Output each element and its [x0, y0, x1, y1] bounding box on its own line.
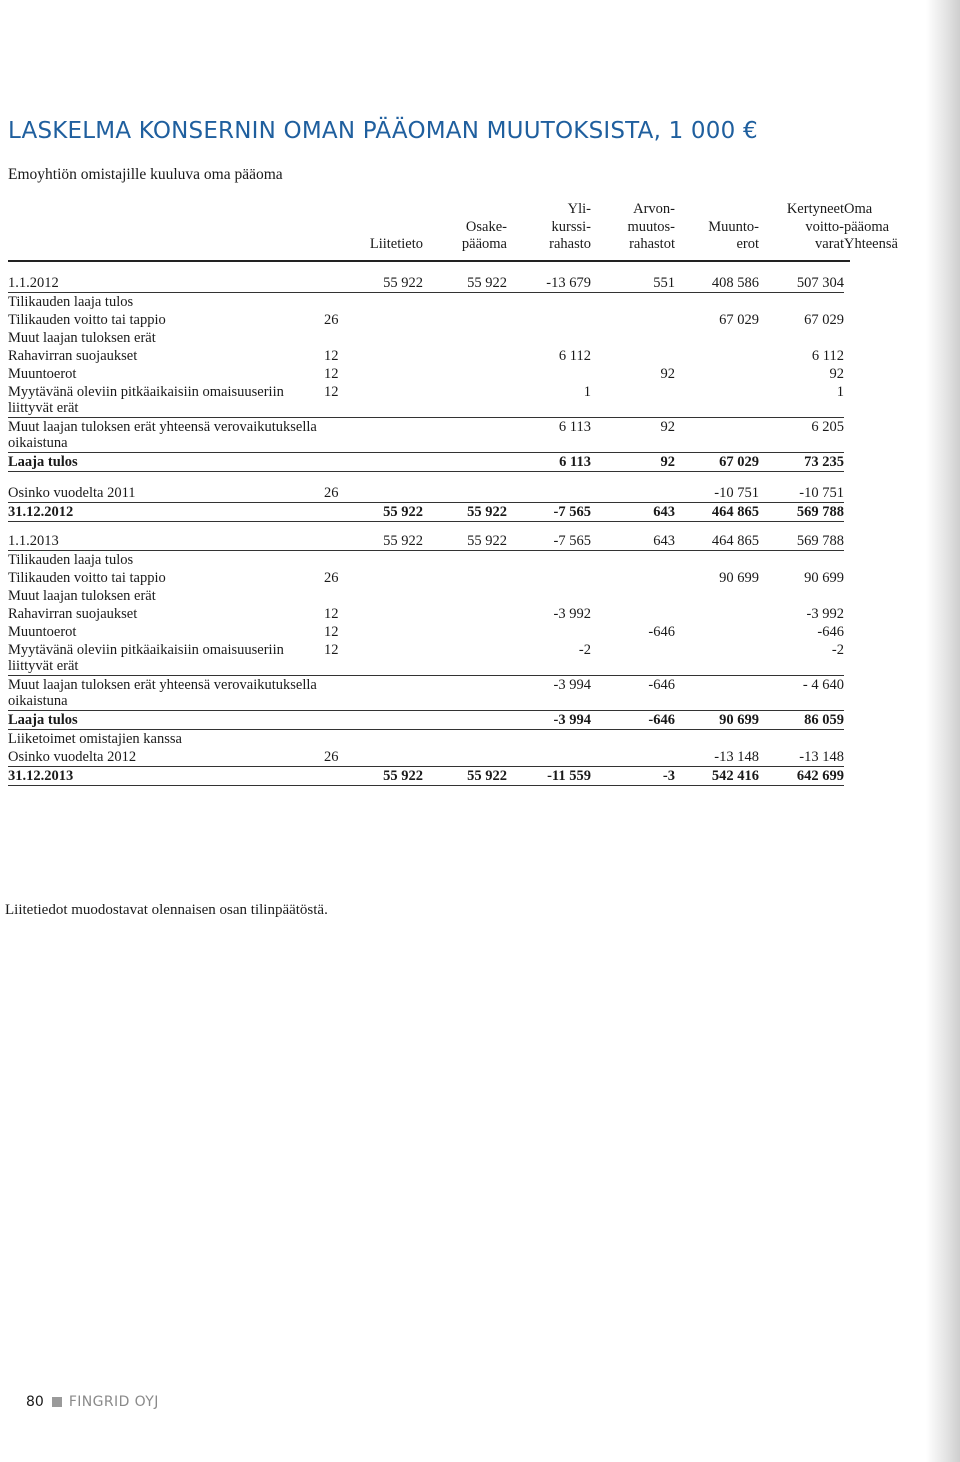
page-edge-shadow — [926, 0, 960, 1462]
table-row — [8, 710, 850, 729]
cell-arvonmuutosrahastot — [507, 550, 591, 569]
row-label: Muut laajan tuloksen erät yhteensä verovaikutuksella oikaistuna — [8, 417, 324, 452]
cell-kertyneet-voittovarat: 90 699 — [719, 569, 759, 586]
cell-arvonmuutosrahastot: -3 994 — [507, 710, 591, 729]
cell-ylikurssirahasto — [423, 675, 507, 710]
cell-oma-paaoma-yhteensa: 569 788 — [759, 502, 844, 521]
cell-muuntoerot — [591, 311, 675, 329]
table-row — [8, 532, 850, 551]
row-label: Laaja tulos — [8, 710, 324, 729]
cell-kertyneet-voittovarat — [675, 605, 759, 623]
cell-arvonmuutosrahastot — [507, 623, 591, 641]
table-row — [8, 311, 850, 329]
table-header-row — [8, 200, 850, 261]
cell-osakepaaoma — [360, 550, 423, 569]
cell-kertyneet-voittovarat — [675, 365, 759, 383]
cell-osakepaaoma — [360, 417, 423, 452]
cell-liitetieto — [324, 550, 360, 569]
cell-muuntoerot: 643 — [591, 532, 675, 551]
table-row — [8, 748, 850, 767]
cell-liitetieto: 26 — [324, 569, 339, 586]
cell-oma-paaoma-yhteensa — [759, 550, 844, 569]
cell-kertyneet-voittovarat — [675, 623, 759, 641]
cell-osakepaaoma — [360, 748, 423, 767]
cell-osakepaaoma — [360, 383, 423, 418]
cell-arvonmuutosrahastot: -3 992 — [553, 605, 591, 622]
cell-ylikurssirahasto — [423, 383, 507, 418]
cell-kertyneet-voittovarat: -10 751 — [675, 484, 759, 503]
row-label: 31.12.2013 — [8, 766, 324, 785]
cell-arvonmuutosrahastot — [507, 292, 591, 311]
cell-ylikurssirahasto: 55 922 — [423, 274, 507, 293]
cell-liitetieto — [324, 502, 360, 521]
cell-muuntoerot: 551 — [591, 274, 675, 293]
cell-muuntoerot — [591, 569, 675, 587]
equity-changes-table — [8, 200, 898, 786]
footer-square-icon — [52, 1397, 62, 1407]
cell-oma-paaoma-yhteensa: 67 029 — [804, 311, 844, 328]
spacer-row — [8, 471, 850, 484]
cell-arvonmuutosrahastot — [507, 569, 591, 587]
cell-osakepaaoma — [360, 329, 423, 347]
row-label: Tilikauden laaja tulos — [8, 293, 134, 310]
cell-ylikurssirahasto — [423, 587, 507, 605]
cell-osakepaaoma — [360, 605, 423, 623]
header-ylikurssirahasto: Yli- kurssi- rahasto — [507, 200, 591, 261]
cell-osakepaaoma — [360, 729, 423, 748]
cell-osakepaaoma: 55 922 — [360, 274, 423, 293]
cell-oma-paaoma-yhteensa: 86 059 — [759, 710, 844, 729]
cell-osakepaaoma — [360, 347, 423, 365]
cell-ylikurssirahasto — [423, 417, 507, 452]
cell-liitetieto: 12 — [324, 623, 339, 640]
cell-arvonmuutosrahastot: -7 565 — [507, 502, 591, 521]
cell-oma-paaoma-yhteensa: -10 751 — [759, 484, 844, 503]
table-row — [8, 623, 850, 641]
cell-arvonmuutosrahastot — [507, 365, 591, 383]
cell-ylikurssirahasto — [423, 365, 507, 383]
cell-muuntoerot — [591, 587, 675, 605]
cell-liitetieto: 26 — [324, 748, 360, 767]
cell-kertyneet-voittovarat — [675, 641, 759, 676]
cell-ylikurssirahasto — [423, 748, 507, 767]
cell-kertyneet-voittovarat: 408 586 — [675, 274, 759, 293]
table-row — [8, 550, 850, 569]
cell-muuntoerot — [591, 383, 675, 418]
cell-ylikurssirahasto — [423, 641, 507, 676]
table-row — [8, 641, 850, 676]
cell-kertyneet-voittovarat: 464 865 — [675, 532, 759, 551]
cell-arvonmuutosrahastot: -2 — [507, 641, 591, 676]
row-label: Liiketoimet omistajien kanssa — [8, 730, 182, 747]
row-label: Muuntoerot — [8, 623, 77, 640]
row-label: Tilikauden voitto tai tappio — [8, 569, 166, 586]
row-label: Rahavirran suojaukset — [8, 605, 138, 622]
table-row — [8, 417, 850, 452]
cell-arvonmuutosrahastot: 6 113 — [507, 417, 591, 452]
cell-ylikurssirahasto — [423, 484, 507, 503]
cell-osakepaaoma — [360, 569, 423, 587]
cell-ylikurssirahasto — [423, 347, 507, 365]
cell-arvonmuutosrahastot: 6 113 — [507, 452, 591, 471]
cell-muuntoerot — [591, 748, 675, 767]
cell-oma-paaoma-yhteensa: -13 148 — [759, 748, 844, 767]
row-label: 1.1.2012 — [8, 274, 324, 293]
cell-kertyneet-voittovarat: 464 865 — [675, 502, 759, 521]
cell-liitetieto — [324, 329, 360, 347]
row-label: Muut laajan tuloksen erät yhteensä verovaikutuksella oikaistuna — [8, 675, 324, 710]
cell-osakepaaoma — [360, 292, 423, 311]
spacer-row — [8, 261, 850, 274]
cell-oma-paaoma-yhteensa: 6 112 — [811, 347, 844, 364]
table-row — [8, 452, 850, 471]
cell-kertyneet-voittovarat: -13 148 — [675, 748, 759, 767]
cell-liitetieto — [324, 766, 360, 785]
table-row — [8, 729, 850, 748]
row-label: Muuntoerot — [8, 365, 77, 382]
cell-arvonmuutosrahastot — [507, 329, 591, 347]
cell-oma-paaoma-yhteensa: 507 304 — [759, 274, 844, 293]
cell-muuntoerot — [591, 550, 675, 569]
row-label: Tilikauden voitto tai tappio — [8, 311, 166, 328]
cell-oma-paaoma-yhteensa: 6 205 — [759, 417, 844, 452]
row-label: Tilikauden laaja tulos — [8, 551, 134, 568]
cell-ylikurssirahasto — [423, 710, 507, 729]
cell-liitetieto: 12 — [324, 347, 339, 364]
cell-arvonmuutosrahastot: 6 112 — [558, 347, 591, 364]
cell-kertyneet-voittovarat — [675, 417, 759, 452]
header-liitetieto: Liitetieto — [324, 200, 423, 261]
cell-liitetieto — [324, 675, 360, 710]
table-row — [8, 292, 850, 311]
page-title: LASKELMA KONSERNIN OMAN PÄÄOMAN MUUTOKSISTA, 1 000 € — [8, 118, 758, 144]
table-row — [8, 502, 850, 521]
cell-osakepaaoma — [360, 365, 423, 383]
cell-ylikurssirahasto: 55 922 — [423, 766, 507, 785]
header-kertyneet-voittovarat: Kertyneet voitto- varat — [759, 200, 844, 261]
cell-liitetieto: 12 — [324, 641, 360, 676]
cell-osakepaaoma — [360, 641, 423, 676]
cell-oma-paaoma-yhteensa: -646 — [817, 623, 844, 640]
table-row — [8, 605, 850, 623]
cell-ylikurssirahasto — [423, 605, 507, 623]
cell-liitetieto — [324, 729, 360, 748]
cell-liitetieto — [324, 274, 360, 293]
cell-ylikurssirahasto — [423, 569, 507, 587]
cell-kertyneet-voittovarat: 67 029 — [719, 311, 759, 328]
cell-liitetieto — [324, 452, 360, 471]
table-row — [8, 365, 850, 383]
cell-kertyneet-voittovarat — [675, 347, 759, 365]
cell-kertyneet-voittovarat — [675, 292, 759, 311]
cell-kertyneet-voittovarat — [675, 675, 759, 710]
table-row — [8, 347, 850, 365]
cell-muuntoerot — [591, 641, 675, 676]
cell-muuntoerot — [591, 329, 675, 347]
page-footer — [26, 1394, 159, 1410]
footnote: Liitetiedot muodostavat olennaisen osan tilinpäätöstä. — [5, 902, 328, 918]
cell-oma-paaoma-yhteensa: -3 992 — [806, 605, 844, 622]
cell-muuntoerot: -646 — [648, 623, 675, 640]
cell-muuntoerot — [591, 292, 675, 311]
cell-oma-paaoma-yhteensa: 92 — [829, 365, 844, 382]
cell-osakepaaoma — [360, 675, 423, 710]
cell-arvonmuutosrahastot — [507, 748, 591, 767]
cell-muuntoerot: 643 — [591, 502, 675, 521]
cell-osakepaaoma — [360, 484, 423, 503]
cell-muuntoerot — [591, 347, 675, 365]
table-row — [8, 569, 850, 587]
header-label-spacer — [8, 200, 324, 261]
cell-oma-paaoma-yhteensa: 569 788 — [759, 532, 844, 551]
cell-liitetieto — [324, 292, 360, 311]
header-oma-paaoma-yhteensa: Oma pääoma Yhteensä — [844, 200, 850, 261]
cell-oma-paaoma-yhteensa — [759, 292, 844, 311]
cell-arvonmuutosrahastot: -13 679 — [507, 274, 591, 293]
cell-liitetieto — [324, 532, 360, 551]
cell-muuntoerot: -646 — [591, 710, 675, 729]
row-label: 1.1.2013 — [8, 532, 324, 551]
spacer-row — [8, 521, 850, 532]
header-muuntoerot: Muunto- erot — [675, 200, 759, 261]
table-row — [8, 383, 850, 418]
table-row — [8, 766, 850, 785]
cell-liitetieto: 26 — [324, 484, 360, 503]
cell-kertyneet-voittovarat — [675, 729, 759, 748]
cell-osakepaaoma — [360, 710, 423, 729]
cell-liitetieto: 12 — [324, 365, 339, 382]
table-row — [8, 329, 850, 347]
row-label: 31.12.2012 — [8, 502, 324, 521]
cell-liitetieto: 12 — [324, 383, 360, 418]
cell-ylikurssirahasto — [423, 623, 507, 641]
cell-muuntoerot: 92 — [660, 365, 675, 382]
cell-arvonmuutosrahastot — [507, 587, 591, 605]
cell-arvonmuutosrahastot: -7 565 — [507, 532, 591, 551]
cell-ylikurssirahasto — [423, 292, 507, 311]
cell-kertyneet-voittovarat: 542 416 — [675, 766, 759, 785]
cell-ylikurssirahasto — [423, 452, 507, 471]
cell-arvonmuutosrahastot: -3 994 — [507, 675, 591, 710]
cell-liitetieto — [324, 417, 360, 452]
row-label: Rahavirran suojaukset — [8, 347, 138, 364]
cell-muuntoerot: -646 — [591, 675, 675, 710]
cell-osakepaaoma — [360, 623, 423, 641]
cell-oma-paaoma-yhteensa — [759, 729, 844, 748]
cell-kertyneet-voittovarat — [675, 329, 759, 347]
cell-liitetieto: 12 — [324, 605, 339, 622]
cell-osakepaaoma — [360, 311, 423, 329]
cell-muuntoerot — [591, 605, 675, 623]
cell-arvonmuutosrahastot: 1 — [507, 383, 591, 418]
header-osakepaaoma: Osake- pääoma — [423, 200, 507, 261]
cell-arvonmuutosrahastot — [507, 729, 591, 748]
cell-muuntoerot: 92 — [591, 452, 675, 471]
row-label: Osinko vuodelta 2011 — [8, 484, 324, 503]
cell-oma-paaoma-yhteensa: - 4 640 — [759, 675, 844, 710]
row-label: Myytävänä oleviin pitkäaikaisiin omaisuuseriin liittyvät erät — [8, 383, 324, 418]
cell-oma-paaoma-yhteensa — [759, 587, 844, 605]
cell-kertyneet-voittovarat — [675, 550, 759, 569]
cell-ylikurssirahasto — [423, 729, 507, 748]
cell-oma-paaoma-yhteensa: -2 — [759, 641, 844, 676]
table-row — [8, 675, 850, 710]
row-label: Laaja tulos — [8, 452, 324, 471]
table-row — [8, 274, 850, 293]
cell-muuntoerot — [591, 484, 675, 503]
row-label: Muut laajan tuloksen erät — [8, 329, 156, 346]
cell-ylikurssirahasto — [423, 550, 507, 569]
cell-ylikurssirahasto — [423, 311, 507, 329]
cell-osakepaaoma: 55 922 — [360, 532, 423, 551]
cell-oma-paaoma-yhteensa: 1 — [759, 383, 844, 418]
cell-osakepaaoma: 55 922 — [360, 502, 423, 521]
row-label: Osinko vuodelta 2012 — [8, 748, 324, 767]
company-name: FINGRID OYJ — [68, 1394, 159, 1410]
cell-liitetieto: 26 — [324, 311, 339, 328]
cell-oma-paaoma-yhteensa — [759, 329, 844, 347]
cell-osakepaaoma: 55 922 — [360, 766, 423, 785]
cell-kertyneet-voittovarat — [675, 587, 759, 605]
cell-ylikurssirahasto: 55 922 — [423, 532, 507, 551]
cell-oma-paaoma-yhteensa: 73 235 — [759, 452, 844, 471]
cell-osakepaaoma — [360, 452, 423, 471]
page-subtitle: Emoyhtiön omistajille kuuluva oma pääoma — [8, 166, 283, 183]
page-number: 80 — [26, 1394, 44, 1410]
header-arvonmuutosrahastot: Arvon- muutos- rahastot — [591, 200, 675, 261]
cell-liitetieto — [324, 710, 360, 729]
cell-ylikurssirahasto — [423, 329, 507, 347]
cell-oma-paaoma-yhteensa: 90 699 — [804, 569, 844, 586]
cell-osakepaaoma — [360, 587, 423, 605]
cell-ylikurssirahasto: 55 922 — [423, 502, 507, 521]
cell-kertyneet-voittovarat: 90 699 — [675, 710, 759, 729]
table-row — [8, 587, 850, 605]
table-row — [8, 484, 850, 503]
cell-arvonmuutosrahastot — [507, 484, 591, 503]
cell-kertyneet-voittovarat: 67 029 — [675, 452, 759, 471]
cell-muuntoerot — [591, 729, 675, 748]
cell-arvonmuutosrahastot — [507, 311, 591, 329]
row-label: Muut laajan tuloksen erät — [8, 587, 156, 604]
row-label: Myytävänä oleviin pitkäaikaisiin omaisuuseriin liittyvät erät — [8, 641, 324, 676]
cell-muuntoerot: -3 — [591, 766, 675, 785]
cell-arvonmuutosrahastot: -11 559 — [507, 766, 591, 785]
cell-liitetieto — [324, 587, 360, 605]
cell-kertyneet-voittovarat — [675, 383, 759, 418]
cell-oma-paaoma-yhteensa: 642 699 — [759, 766, 844, 785]
cell-muuntoerot: 92 — [591, 417, 675, 452]
